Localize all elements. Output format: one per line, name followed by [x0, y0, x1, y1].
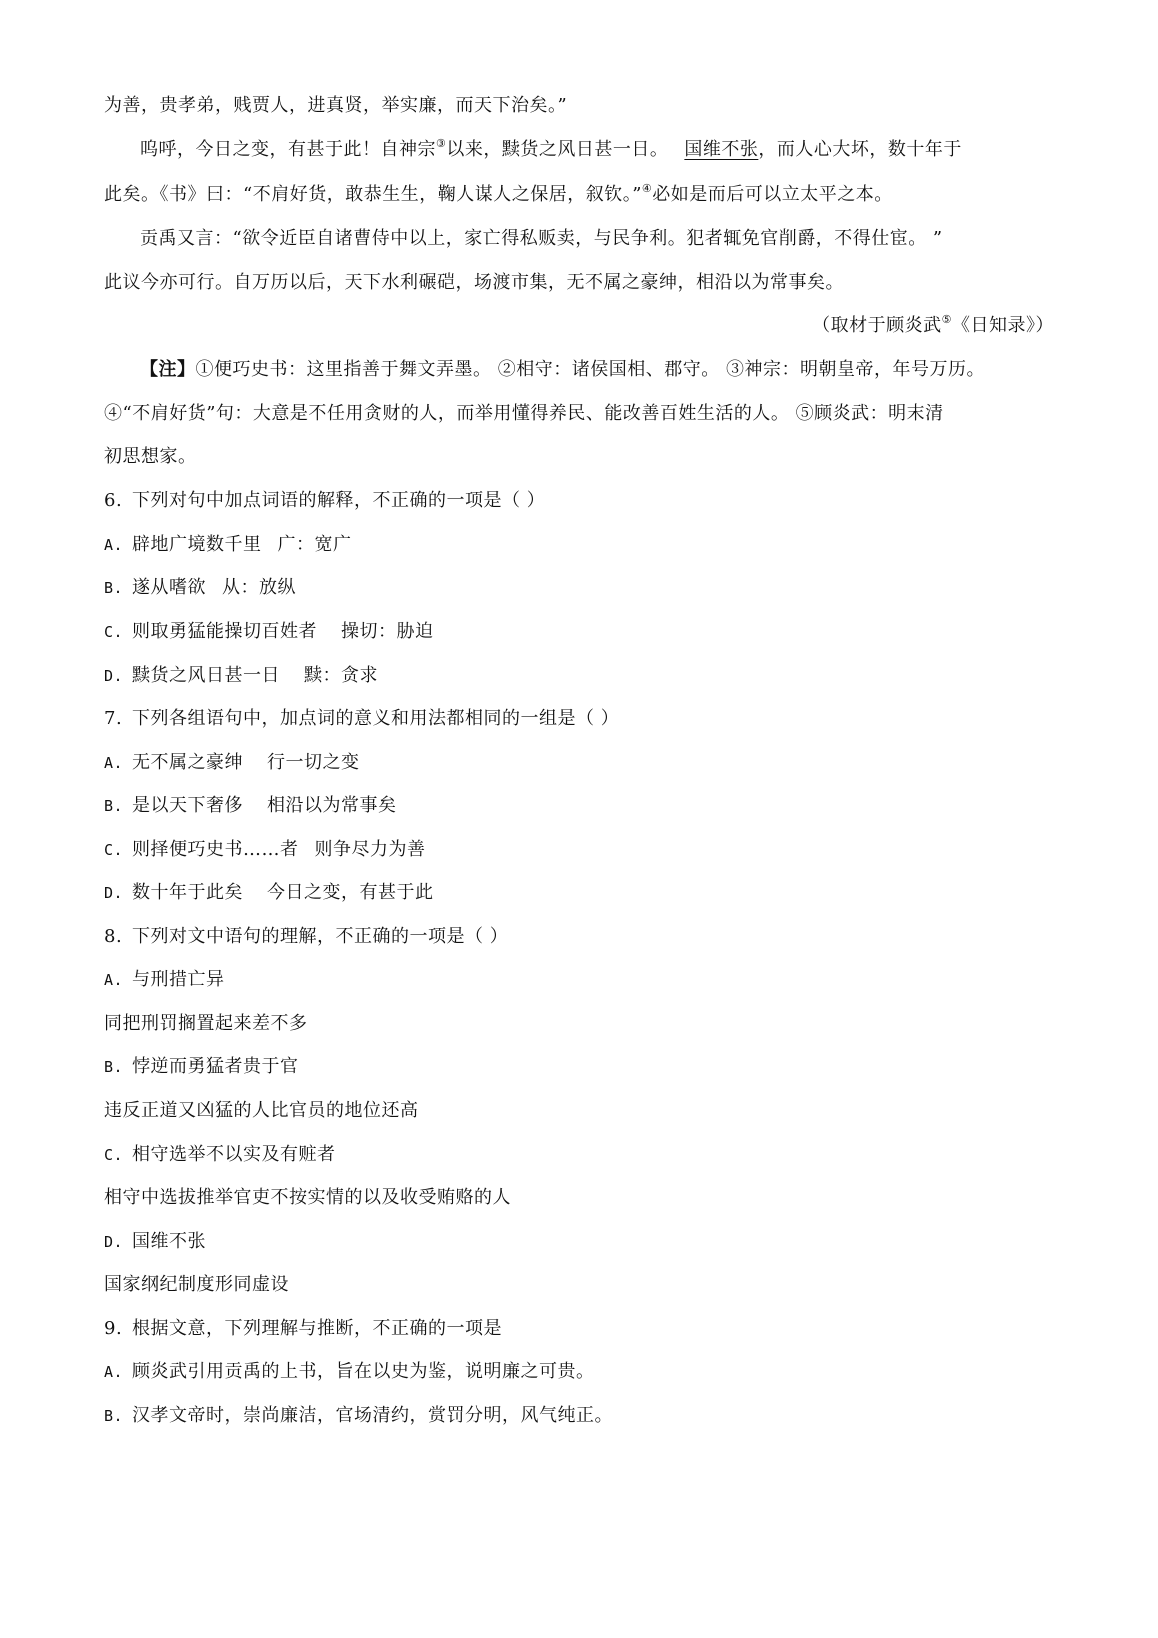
option-gloss: 黩：贪求	[304, 665, 378, 686]
passage-paragraph-3	[140, 226, 943, 252]
option-b[interactable]	[104, 575, 296, 601]
option-explanation	[104, 1185, 511, 1211]
option-c[interactable]	[104, 1142, 336, 1168]
option-gloss: 从：放纵	[222, 577, 296, 598]
option-d[interactable]	[104, 880, 434, 906]
option-letter: A.	[104, 754, 124, 772]
option-pair: 则争尽力为善	[314, 839, 426, 860]
question-number: 8.	[104, 926, 123, 947]
option-d[interactable]	[104, 663, 378, 689]
explanation-text: 违反正道又凶猛的人比官员的地位还高	[104, 1100, 419, 1121]
notes-line	[104, 401, 944, 427]
option-letter: D.	[104, 1233, 124, 1251]
option-pair: 今日之变，有甚于此	[267, 882, 434, 903]
option-letter: B.	[104, 1407, 124, 1425]
source-text: （取材于顾炎武	[812, 315, 942, 336]
option-letter: B.	[104, 1058, 124, 1076]
option-text: 辟地广境数千里	[132, 534, 262, 555]
option-text: 顾炎武引用贡禹的上书，旨在以史为鉴，说明廉之可贵。	[132, 1361, 595, 1382]
option-letter: A.	[104, 1363, 124, 1381]
option-b[interactable]	[104, 1054, 299, 1080]
option-a[interactable]	[104, 967, 225, 993]
option-letter: A.	[104, 536, 124, 554]
notes-text: ①便巧史书：这里指善于舞文弄墨。 ②相守：诸侯国相、郡守。 ③神宗：明朝皇帝，年号万历。	[195, 359, 985, 380]
option-text: 遂从嗜欲	[132, 577, 206, 598]
explanation-text: 同把刑罚搁置起来差不多	[104, 1013, 308, 1034]
question-text: 下列对句中加点词语的解释，不正确的一项是（ ）	[132, 490, 546, 511]
notes-line	[104, 444, 197, 470]
passage-line	[104, 270, 844, 296]
option-gloss: 广：宽广	[277, 534, 352, 555]
explanation-text: 国家纲纪制度形同虚设	[104, 1274, 289, 1295]
option-pair: 行一切之变	[267, 752, 360, 773]
option-letter: C.	[104, 841, 124, 859]
notes-text: ④“不肩好货”句：大意是不任用贪财的人，而举用懂得养民、能改善百姓生活的人。 ⑤顾炎武：明末清	[104, 403, 944, 424]
explanation-text: 相守中选拔推举官吏不按实情的以及收受贿赂的人	[104, 1187, 511, 1208]
passage-text: 必如是而后可以立太平之本。	[652, 184, 893, 205]
option-gloss: 操切：胁迫	[341, 621, 434, 642]
option-text: 黩货之风日甚一日	[132, 665, 280, 686]
option-text: 则择便巧史书……者	[132, 839, 299, 860]
option-explanation	[104, 1011, 308, 1037]
passage-text: 以来，黩货之风日甚一日。	[446, 139, 669, 160]
option-text: 是以天下奢侈	[132, 795, 243, 816]
notes-line	[140, 357, 985, 383]
passage-text: ，而人心大坏，数十年于	[758, 139, 962, 160]
notes-text: 初思想家。	[104, 446, 197, 467]
passage-line	[104, 182, 893, 208]
underlined-phrase: 国维不张	[684, 139, 759, 160]
option-text: 悖逆而勇猛者贵于官	[132, 1056, 299, 1077]
option-a[interactable]	[104, 750, 360, 776]
option-letter: D.	[104, 884, 124, 902]
option-c[interactable]	[104, 837, 426, 863]
option-letter: A.	[104, 971, 124, 989]
question-7-stem	[104, 706, 619, 732]
passage-text: 呜呼，今日之变，有甚于此！自神宗	[140, 139, 436, 160]
option-text: 汉孝文帝时，崇尚廉洁，官场清约，赏罚分明，风气纯正。	[132, 1405, 613, 1426]
option-c[interactable]	[104, 619, 434, 645]
option-letter: C.	[104, 1146, 124, 1164]
option-letter: B.	[104, 797, 124, 815]
passage-text: 为善，贵孝弟，贱贾人，进真贤，举实廉，而天下治矣。”	[104, 95, 568, 116]
option-explanation	[104, 1098, 419, 1124]
question-text: 下列对文中语句的理解，不正确的一项是（ ）	[132, 926, 509, 947]
option-b[interactable]	[104, 1403, 613, 1429]
option-text: 则取勇猛能操切百姓者	[132, 621, 317, 642]
question-6-stem	[104, 488, 545, 514]
option-pair: 相沿以为常事矣	[267, 795, 397, 816]
question-number: 9.	[104, 1318, 123, 1339]
question-text: 根据文意，下列理解与推断，不正确的一项是	[132, 1318, 502, 1339]
notes-label: 【注】	[140, 359, 196, 380]
option-d[interactable]	[104, 1229, 206, 1255]
option-b[interactable]	[104, 793, 397, 819]
passage-text: 贡禹又言：“欲令近臣自诸曹侍中以上，家亡得私贩卖，与民争利。犯者辄免官削爵，不得仕宦。 ”	[140, 228, 943, 249]
passage-paragraph-2	[140, 137, 962, 163]
option-letter: D.	[104, 667, 124, 685]
option-a[interactable]	[104, 532, 352, 558]
passage-source	[812, 313, 1054, 339]
passage-text: 此矣。《书》曰：“不肩好货，敢恭生生，鞠人谋人之保居，叙钦。”	[104, 184, 642, 205]
footnote-marker: ④	[641, 182, 653, 195]
footnote-marker: ⑤	[941, 313, 952, 326]
option-text: 无不属之豪绅	[132, 752, 243, 773]
option-text: 数十年于此矣	[132, 882, 243, 903]
source-text: 《日知录》）	[952, 315, 1054, 336]
option-a[interactable]	[104, 1359, 595, 1385]
question-9-stem	[104, 1316, 502, 1342]
option-text: 国维不张	[132, 1231, 206, 1252]
option-text: 相守选举不以实及有赃者	[132, 1144, 336, 1165]
footnote-marker: ③	[436, 137, 447, 150]
question-8-stem	[104, 924, 508, 950]
passage-text: 此议今亦可行。自万历以后，天下水利碾硙，场渡市集，无不属之豪绅，相沿以为常事矣。	[104, 272, 844, 293]
option-text: 与刑措亡异	[132, 969, 225, 990]
question-number: 7.	[104, 708, 123, 729]
question-text: 下列各组语句中，加点词的意义和用法都相同的一组是（ ）	[132, 708, 620, 729]
option-letter: C.	[104, 623, 124, 641]
passage-line	[104, 93, 567, 119]
option-explanation	[104, 1272, 289, 1298]
question-number: 6.	[104, 490, 123, 511]
option-letter: B.	[104, 579, 124, 597]
